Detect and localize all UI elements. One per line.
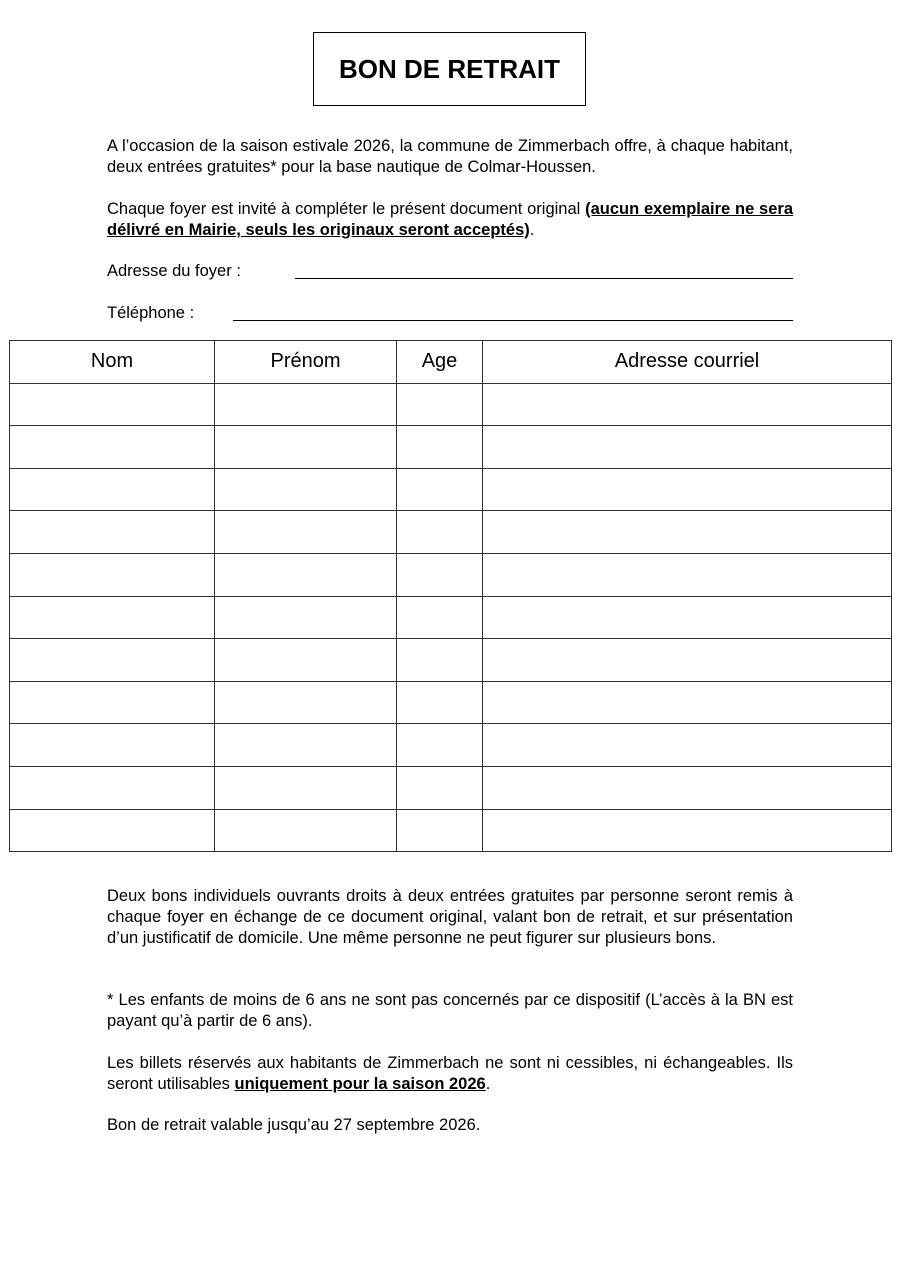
cell-nom[interactable] — [10, 809, 215, 852]
table-row — [10, 511, 892, 554]
cell-prenom[interactable] — [215, 596, 397, 639]
address-label: Adresse du foyer : — [107, 262, 241, 280]
members-table — [9, 340, 892, 852]
phone-field[interactable] — [233, 320, 793, 321]
cell-courriel[interactable] — [483, 553, 892, 596]
instruction-text: Chaque foyer est invité à compléter le présent document original — [107, 200, 586, 218]
cell-age[interactable] — [397, 468, 483, 511]
cell-courriel[interactable] — [483, 766, 892, 809]
header-courriel: Adresse courriel — [483, 341, 892, 384]
cell-age[interactable] — [397, 426, 483, 469]
phone-label: Téléphone : — [107, 304, 195, 322]
validity-paragraph: Bon de retrait valable jusqu’au 27 septembre 2026. — [107, 1116, 481, 1134]
table-body — [10, 383, 892, 852]
cell-age[interactable] — [397, 639, 483, 682]
cell-courriel[interactable] — [483, 596, 892, 639]
cell-courriel[interactable] — [483, 639, 892, 682]
notes-paragraph-1: Deux bons individuels ouvrants droits à deux entrées gratuites par personne seront remis à chaque foyer en échange de ce document original, valant bon de retrait, et sur présentation d’un justificatif de domicile. Une même personne ne peut figurer sur plusieurs bons. — [107, 887, 793, 947]
table-row — [10, 724, 892, 767]
table-row — [10, 426, 892, 469]
cell-courriel[interactable] — [483, 426, 892, 469]
cell-nom[interactable] — [10, 426, 215, 469]
address-field[interactable] — [295, 278, 793, 279]
notes-p3-emphasis: uniquement pour la saison 2026 — [234, 1075, 486, 1093]
notes-paragraph-3 — [107, 1053, 793, 1095]
cell-courriel[interactable] — [483, 681, 892, 724]
notes-paragraph-2: * Les enfants de moins de 6 ans ne sont pas concernés par ce dispositif (L’accès à la BN est payant qu’à partir de 6 ans). — [107, 991, 793, 1030]
cell-courriel[interactable] — [483, 468, 892, 511]
table-row — [10, 639, 892, 682]
cell-age[interactable] — [397, 766, 483, 809]
cell-courriel[interactable] — [483, 383, 892, 426]
table-row — [10, 468, 892, 511]
table-header-row — [10, 341, 892, 384]
cell-age[interactable] — [397, 553, 483, 596]
cell-age[interactable] — [397, 383, 483, 426]
cell-nom[interactable] — [10, 383, 215, 426]
cell-age[interactable] — [397, 511, 483, 554]
header-nom: Nom — [10, 341, 215, 384]
cell-age[interactable] — [397, 596, 483, 639]
cell-nom[interactable] — [10, 596, 215, 639]
header-prenom: Prénom — [215, 341, 397, 384]
instruction-end: . — [529, 221, 535, 239]
table-row — [10, 681, 892, 724]
cell-age[interactable] — [397, 809, 483, 852]
page-title: BON DE RETRAIT — [313, 32, 586, 106]
cell-prenom[interactable] — [215, 639, 397, 682]
cell-nom[interactable] — [10, 724, 215, 767]
cell-courriel[interactable] — [483, 511, 892, 554]
header-age: Age — [397, 341, 483, 384]
cell-nom[interactable] — [10, 468, 215, 511]
table-row — [10, 596, 892, 639]
cell-prenom[interactable] — [215, 681, 397, 724]
cell-prenom[interactable] — [215, 468, 397, 511]
notes-p3-end: . — [485, 1075, 491, 1093]
cell-courriel[interactable] — [483, 724, 892, 767]
cell-nom[interactable] — [10, 511, 215, 554]
table-row — [10, 809, 892, 852]
instruction-emphasis: (aucun exemplaire ne sera délivré en Mairie, seuls les originaux seront acceptés) — [107, 200, 794, 239]
cell-prenom[interactable] — [215, 511, 397, 554]
cell-age[interactable] — [397, 724, 483, 767]
table-row — [10, 553, 892, 596]
intro-paragraph: A l’occasion de la saison estivale 2026, la commune de Zimmerbach offre, à chaque habitant, deux entrées gratuites* pour la base nautique de Colmar-Houssen. — [107, 137, 793, 176]
cell-nom[interactable] — [10, 639, 215, 682]
cell-prenom[interactable] — [215, 766, 397, 809]
cell-prenom[interactable] — [215, 809, 397, 852]
cell-age[interactable] — [397, 681, 483, 724]
cell-courriel[interactable] — [483, 809, 892, 852]
cell-prenom[interactable] — [215, 426, 397, 469]
cell-prenom[interactable] — [215, 383, 397, 426]
cell-nom[interactable] — [10, 553, 215, 596]
table-row — [10, 383, 892, 426]
cell-nom[interactable] — [10, 681, 215, 724]
notes-p3-text: Les billets réservés aux habitants de Zimmerbach ne sont ni cessibles, ni échangeables. Ils seront utilisables — [107, 1054, 793, 1093]
cell-prenom[interactable] — [215, 553, 397, 596]
instruction-paragraph — [107, 199, 793, 241]
table-row — [10, 766, 892, 809]
cell-prenom[interactable] — [215, 724, 397, 767]
cell-nom[interactable] — [10, 766, 215, 809]
